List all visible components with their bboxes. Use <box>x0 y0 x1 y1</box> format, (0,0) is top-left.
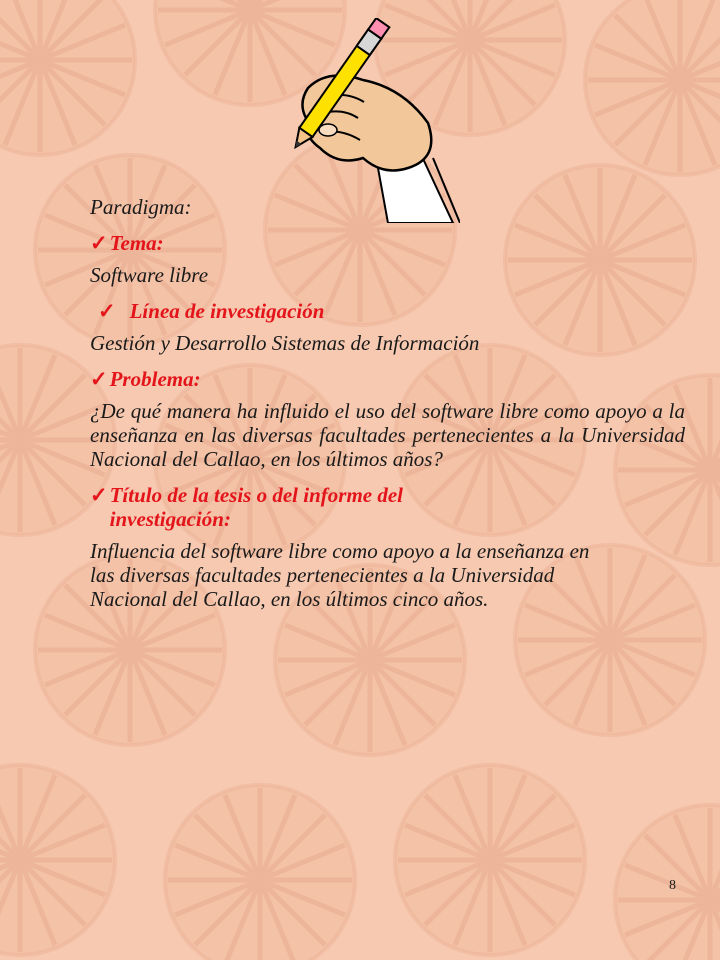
paradigma-label: Paradigma: <box>90 195 192 219</box>
titulo-heading-line1: Título de la tesis o del informe del <box>109 483 404 507</box>
checkmark-icon: ✓ <box>90 367 108 391</box>
checkmark-icon: ✓ <box>90 483 108 507</box>
problema-heading: Problema: <box>109 367 201 391</box>
linea-value: Gestión y Desarrollo Sistemas de Información <box>90 331 480 355</box>
problema-text: ¿De qué manera ha influido el uso del software libre como apoyo a la enseñanza en las diversas facultades pertenecientes a la Universidad Nacional del Callao, en los últimos años? <box>90 399 685 471</box>
hand-holding-pencil-icon <box>268 18 460 223</box>
page-number: 8 <box>669 878 676 893</box>
checkmark-icon: ✓ <box>98 299 116 323</box>
titulo-heading-line2: investigación: <box>109 507 231 531</box>
titulo-heading-row <box>90 483 685 531</box>
linea-heading-row <box>90 299 685 323</box>
tema-heading-row <box>90 231 685 255</box>
slide-content <box>90 195 685 611</box>
titulo-text: Influencia del software libre como apoyo a la enseñanza en las diversas facultades pertenecientes a la Universidad Nacional del Callao, en los últimos cinco años. <box>90 539 590 611</box>
problema-heading-row <box>90 367 685 391</box>
checkmark-icon: ✓ <box>90 231 108 255</box>
tema-value: Software libre <box>90 263 209 287</box>
tema-heading: Tema: <box>109 231 164 255</box>
linea-heading: Línea de investigación <box>129 299 325 323</box>
